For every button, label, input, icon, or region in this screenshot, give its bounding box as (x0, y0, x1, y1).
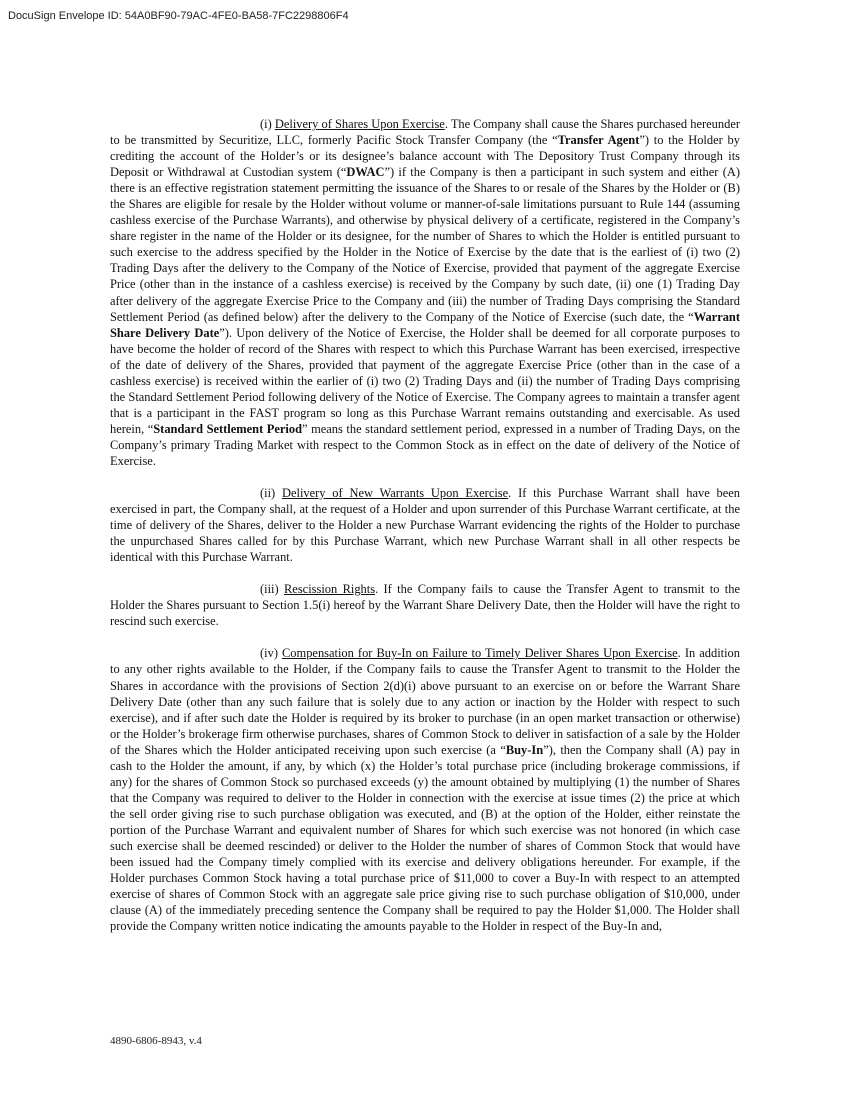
paragraph-heading: Delivery of New Warrants Upon Exercise (282, 486, 509, 501)
paragraph-text: . The Company shall cause the Shares purchased hereunder to be transmitted by Securitize, LLC, formerly Pacific Stock Transfer Company (the “ (110, 117, 740, 148)
paragraph-text: ”), then the Company shall (A) pay in cash to the Holder the amount, if any, by which (x) the Holder’s total purchase price (including brokerage commissions, if any) for the shares of Common Stock so purchased exceeds (y) the amount obtained by multiplying (1) the number of Shares that the Company was required to deliver to the Holder in connection with the exercise at issue times (2) the price at which the sell order giving rise to such purchase obligation was executed, and (B) at the option of the Holder, either reinstate the portion of the Purchase Warrant and equivalent number of Shares for which such exercise was not honored (in which case such exercise shall be deemed rescinded) or deliver to the Holder the number of shares of Common Stock that would have been issued had the Company timely complied with its exercise and delivery obligations hereunder. For example, if the Holder purchases Common Stock having a total purchase price of $11,000 to cover a Buy-In with respect to an attempted exercise of shares of Common Stock with an aggregate sale price giving rise to such purchase obligation of $10,000, under clause (A) of the immediately preceding sentence the Company shall be required to pay the Holder $1,000. The Holder shall provide the Company written notice indicating the amounts payable to the Holder in respect of the Buy-In and, (110, 742, 740, 934)
defined-term: Warrant Share Delivery Date (110, 309, 740, 340)
paragraph-heading: Delivery of Shares Upon Exercise (274, 117, 445, 131)
paragraph-number: (ii) (260, 486, 282, 501)
paragraph-text: . In addition to any other rights available to the Holder, if the Company fails to cause the Transfer Agent to transmit to the Holder the Shares in accordance with the provisions of Section 2(d)(i) above pursuant to an exercise on or before the Warrant Share Delivery Date (other than any such failure that is solely due to any action or inaction by the Holder with respect to such exercise), and if after such date the Holder is required by its broker to purchase (in an open market transaction or otherwise) or the Holder’s brokerage firm otherwise purchases, shares of Common Stock to deliver in satisfaction of a sale by the Holder of the Shares which the Holder anticipated receiving upon such exercise (a “ (110, 646, 740, 757)
paragraph-number: (iii) (260, 582, 285, 597)
paragraph-text: . If this Purchase Warrant shall have been exercised in part, the Company shall, at the request of a Holder and upon surrender of this Purchase Warrant certificate, at the time of delivery of the Shares, deliver to the Holder a new Purchase Warrant evidencing the rights of the Holder to purchase the unpurchased Shares called for by this Purchase Warrant, which new Purchase Warrant shall in all other respects be identical with this Purchase Warrant. (110, 486, 740, 565)
defined-term: Transfer Agent (557, 133, 640, 148)
defined-term: Standard Settlement Period (153, 421, 303, 436)
paragraph-rescission-rights (110, 581, 740, 629)
paragraph-text: ”). Upon delivery of the Notice of Exercise, the Holder shall be deemed for all corporate purposes to have become the holder of record of the Shares with respect to which this Purchase Warrant has been exercised, irrespective of the date of delivery of the Shares, provided that payment of the aggregate Exercise Price (other than in the case of a cashless exercise) is received within the earlier of (i) two (2) Trading Days and (ii) the number of Trading Days comprising the Standard Settlement Period following delivery of the Notice of Exercise. The Company agrees to maintain a transfer agent that is a participant in the FAST program so long as this Purchase Warrant remains outstanding and exercisable. As used herein, “ (110, 325, 740, 436)
document-body (110, 116, 740, 934)
paragraph-text: ” means the standard settlement period, expressed in a number of Trading Days, on the Company’s primary Trading Market with respect to the Common Stock as in effect on the date of delivery of the Notice of Exercise. (110, 421, 740, 468)
paragraph-text: ”) if the Company is then a participant in such system and either (A) there is an effective registration statement permitting the issuance of the Shares to or resale of the Shares by the Holder or (B) the Shares are eligible for resale by the Holder without volume or manner-of-sale limitations pursuant to Rule 144 (assuming cashless exercise of the Purchase Warrants), and otherwise by physical delivery of a certificate, registered in the Company’s share register in the name of the Holder or its designee, for the number of Shares to which the Holder is entitled pursuant to such exercise to the address specified by the Holder in the Notice of Exercise by the date that is the earliest of (i) two (2) Trading Days after the delivery to the Company of the Notice of Exercise, provided that payment of the aggregate Exercise Price (other than in the instance of a cashless exercise) is received by the Company by such date, (ii) one (1) Trading Day after delivery of the aggregate Exercise Price to the Company and (iii) the number of Trading Days comprising the Standard Settlement Period (as defined below) after the delivery to the Company of the Notice of Exercise (such date, the “ (110, 165, 740, 324)
paragraph-text: . If the Company fails to cause the Transfer Agent to transmit to the Holder the Shares pursuant to Section 1.5(i) hereof by the Warrant Share Delivery Date, then the Holder will have the right to rescind such exercise. (110, 582, 740, 629)
defined-term: Buy-In (505, 742, 544, 757)
paragraph-delivery-of-shares (110, 116, 740, 469)
paragraph-heading: Rescission Rights (284, 582, 376, 597)
document-footer-id: 4890-6806-8943, v.4 (110, 1035, 202, 1047)
paragraph-delivery-of-new-warrants (110, 485, 740, 565)
paragraph-text: ”) to the Holder by crediting the account of the Holder’s or its designee’s balance account with The Depository Trust Company through its Deposit or Withdrawal at Custodian system (“ (110, 133, 740, 180)
defined-term: DWAC (346, 165, 385, 180)
paragraph-number: (i) (260, 117, 275, 131)
paragraph-number: (iv) (260, 646, 283, 661)
paragraph-buy-in-compensation (110, 645, 740, 934)
paragraph-heading: Compensation for Buy-In on Failure to Timely Deliver Shares Upon Exercise (282, 646, 678, 661)
docusign-envelope-id: DocuSign Envelope ID: 54A0BF90-79AC-4FE0-BA58-7FC2298806F4 (8, 10, 349, 22)
